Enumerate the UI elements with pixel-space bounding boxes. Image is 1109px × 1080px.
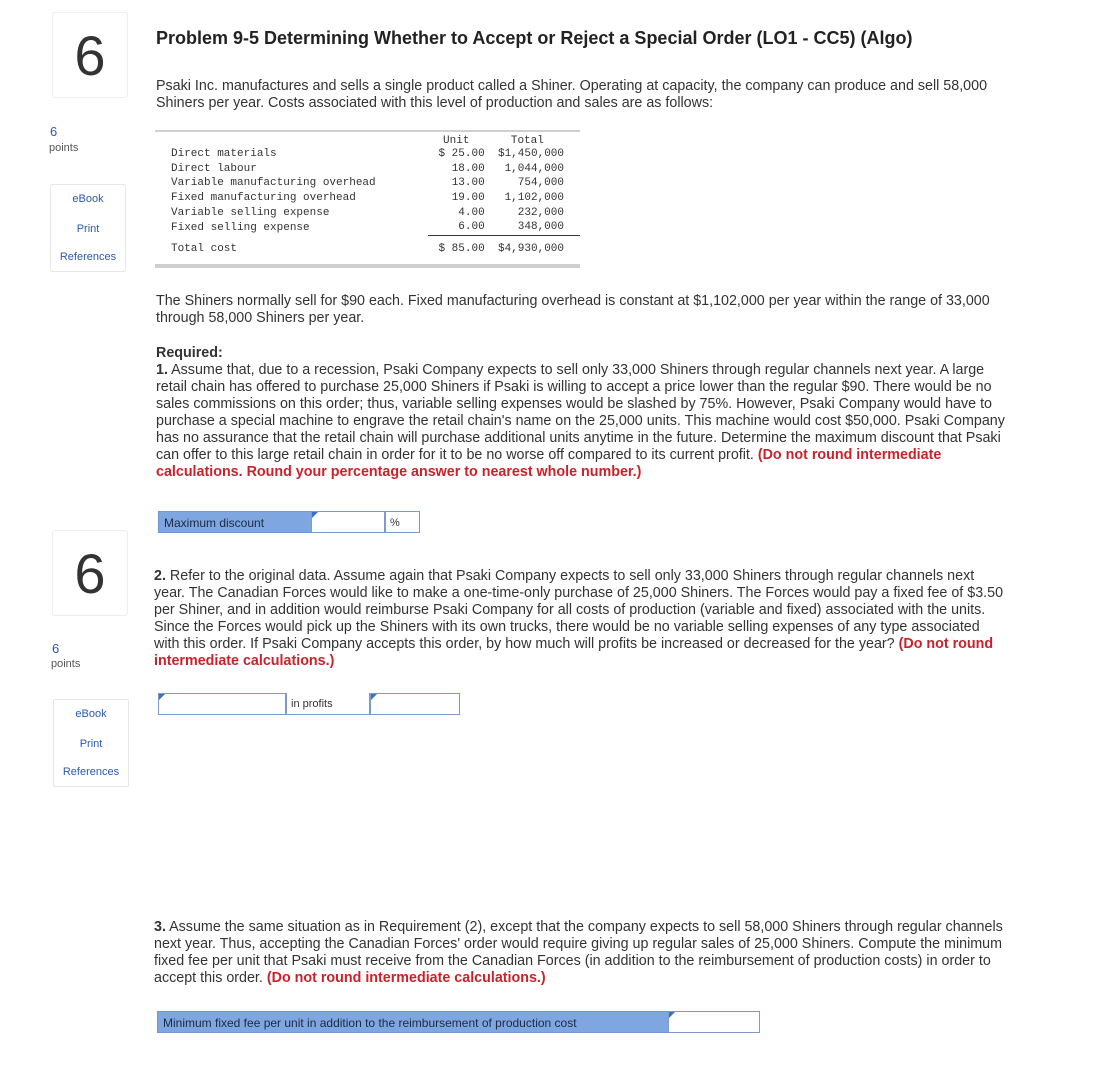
ebook-link[interactable]: eBook [75, 708, 107, 720]
text-line: per Shiner, and in addition would reimburse Psaki Company for all costs of production (variable and fixed) associated with the units. [154, 602, 986, 618]
text-line [154, 568, 1099, 585]
table-header-row [155, 134, 580, 147]
text-line [156, 447, 1101, 464]
unit-header: Unit [443, 134, 470, 147]
instruction-note: intermediate calculations.) [154, 653, 335, 669]
cost-label: Variable selling expense [171, 206, 330, 219]
points-value: 6 [52, 641, 60, 656]
increase-decrease-select[interactable] [158, 693, 286, 715]
problem-title: Problem 9-5 Determining Whether to Accept or Reject a Special Order (LO1 - CC5) (Algo) [156, 28, 913, 48]
requirement-3 [154, 919, 1099, 987]
cost-table-grid [155, 134, 580, 256]
text-line-content: can offer to this large retail chain in order for it to be no worse off compared to its current profit. [156, 447, 754, 463]
resource-links [50, 184, 126, 272]
total-cost-label: Total cost [171, 242, 238, 255]
percent-unit: % [385, 511, 420, 533]
points-label: points [49, 142, 79, 154]
after-table-text [156, 293, 1096, 327]
intro-line: Psaki Inc. manufactures and sells a single product called a Shiner. Operating at capacity, the company can produce and sell 58,000 [156, 78, 988, 94]
resource-links [53, 699, 129, 787]
total-cost: 1,102,000 [504, 192, 564, 205]
maximum-discount-input[interactable] [311, 511, 385, 533]
total-cost: $1,450,000 [497, 148, 564, 161]
text-line-content: with this order. If Psaki Company accepts this order, by how much will profits be increased or decreased for the year? [154, 636, 895, 652]
text-line: purchase a special machine to engrave the retail chain's name on the 25,000 units. This machine would cost $50,000. Psaki Company [156, 413, 1005, 429]
ebook-link[interactable]: eBook [72, 193, 104, 205]
cost-label: Direct labour [171, 162, 257, 175]
question-number-card [52, 12, 128, 98]
total-cost: 348,000 [517, 221, 564, 234]
points-value: 6 [50, 124, 58, 139]
text-line: retail chain has offered to purchase 25,000 Shiners if Psaki is willing to accept a price lower than the regular $90. There would be no [156, 379, 992, 395]
table-top-rule [155, 130, 580, 132]
unit-cost: 19.00 [451, 192, 485, 205]
text-line [154, 919, 1099, 936]
text-line-content: Assume the same situation as in Requirement (2), except that the company expects to sell 58,000 Shiners through regular channels [169, 919, 1003, 935]
table-row [155, 162, 580, 177]
question-3-number: 3. [154, 919, 166, 935]
instruction-note: (Do not round intermediate calculations.) [266, 970, 546, 986]
question-2-number: 2. [154, 568, 166, 584]
text-line: sales commissions on this order; thus, variable selling expenses would be slashed by 75%. However, Psaki Company would have to [156, 396, 993, 412]
minimum-fixed-fee-input[interactable] [668, 1011, 760, 1033]
question-1-number: 1. [156, 362, 168, 378]
unit-cost: 6.00 [458, 221, 485, 234]
references-link[interactable]: References [59, 251, 117, 263]
problem-intro [156, 78, 1096, 112]
table-row [155, 220, 580, 235]
text-line [156, 362, 1101, 379]
cost-table [155, 130, 580, 270]
unit-cost: 4.00 [458, 206, 485, 219]
points-label: points [51, 658, 81, 670]
text-line-content: accept this order. [154, 970, 263, 986]
total-header: Total [510, 134, 544, 147]
requirement-1 [156, 345, 1101, 481]
print-link[interactable]: Print [76, 223, 100, 235]
table-row [155, 147, 580, 162]
maximum-discount-label: Maximum discount [158, 511, 312, 533]
text-line: The Shiners normally sell for $90 each. Fixed manufacturing overhead is constant at $1,102,000 per year within the range of 33,000 [156, 293, 990, 309]
table-row [155, 176, 580, 191]
cost-label: Variable manufacturing overhead [171, 177, 376, 190]
text-line: fixed fee per unit that Psaki must receive from the Canadian Forces (in addition to the reimbursement of production costs) in order to [154, 953, 991, 969]
table-bottom-rule [155, 264, 580, 268]
instruction-note: (Do not round intermediate [757, 447, 942, 463]
cost-label: Fixed manufacturing overhead [171, 192, 356, 205]
text-line: Since the Forces would pick up the Shiners with its own trucks, there would be no variable selling expenses of any type associated [154, 619, 980, 635]
table-row [155, 191, 580, 206]
instruction-note: calculations. Round your percentage answer to nearest whole number.) [156, 464, 642, 480]
in-profits-label: in profits [286, 693, 370, 715]
unit-cost: 18.00 [451, 162, 485, 175]
text-line: has no assurance that the retail chain will purchase additional units anytime in the future. Determine the maximum discount that Psaki [156, 430, 1001, 446]
cost-label: Fixed selling expense [171, 221, 310, 234]
instruction-note: (Do not round [898, 636, 994, 652]
table-total-row [155, 235, 580, 256]
total-cost: 1,044,000 [504, 162, 564, 175]
text-line: through 58,000 Shiners per year. [156, 310, 365, 326]
total-unit-cost: $ 85.00 [428, 235, 491, 256]
intro-line: Shiners per year. Costs associated with this level of production and sales are as follows: [156, 95, 714, 111]
text-line: year. The Canadian Forces would like to make a one-time-only purchase of 25,000 Shiners. The Forces would pay a fixed fee of $3.50 [154, 585, 1004, 601]
requirement-2 [154, 568, 1099, 670]
table-row [155, 205, 580, 220]
text-line [154, 636, 1099, 653]
question-number: 6 [74, 541, 106, 605]
unit-cost: 13.00 [451, 177, 485, 190]
text-line-content: Assume that, due to a recession, Psaki Company expects to sell only 33,000 Shiners through regular channels next year. A large [171, 362, 985, 378]
text-line: next year. Thus, accepting the Canadian Forces' order would require giving up regular sales of 25,000 Shiners. Compute the minimum [154, 936, 1003, 952]
print-link[interactable]: Print [79, 738, 103, 750]
total-cost: 754,000 [517, 177, 564, 190]
question-number: 6 [74, 23, 106, 87]
total-cost: 232,000 [517, 206, 564, 219]
required-heading: Required: [156, 345, 223, 361]
text-line-content: Refer to the original data. Assume again that Psaki Company expects to sell only 33,000 Shiners through regular channels next [169, 568, 975, 584]
profit-change-input[interactable] [370, 693, 460, 715]
cost-label: Direct materials [171, 148, 277, 161]
unit-cost: $ 25.00 [438, 148, 485, 161]
question-number-card [52, 530, 128, 616]
minimum-fixed-fee-label: Minimum fixed fee per unit in addition to the reimbursement of production cost [157, 1011, 669, 1033]
grand-total-cost: $4,930,000 [491, 235, 580, 256]
references-link[interactable]: References [62, 766, 120, 778]
text-line [154, 970, 1099, 987]
